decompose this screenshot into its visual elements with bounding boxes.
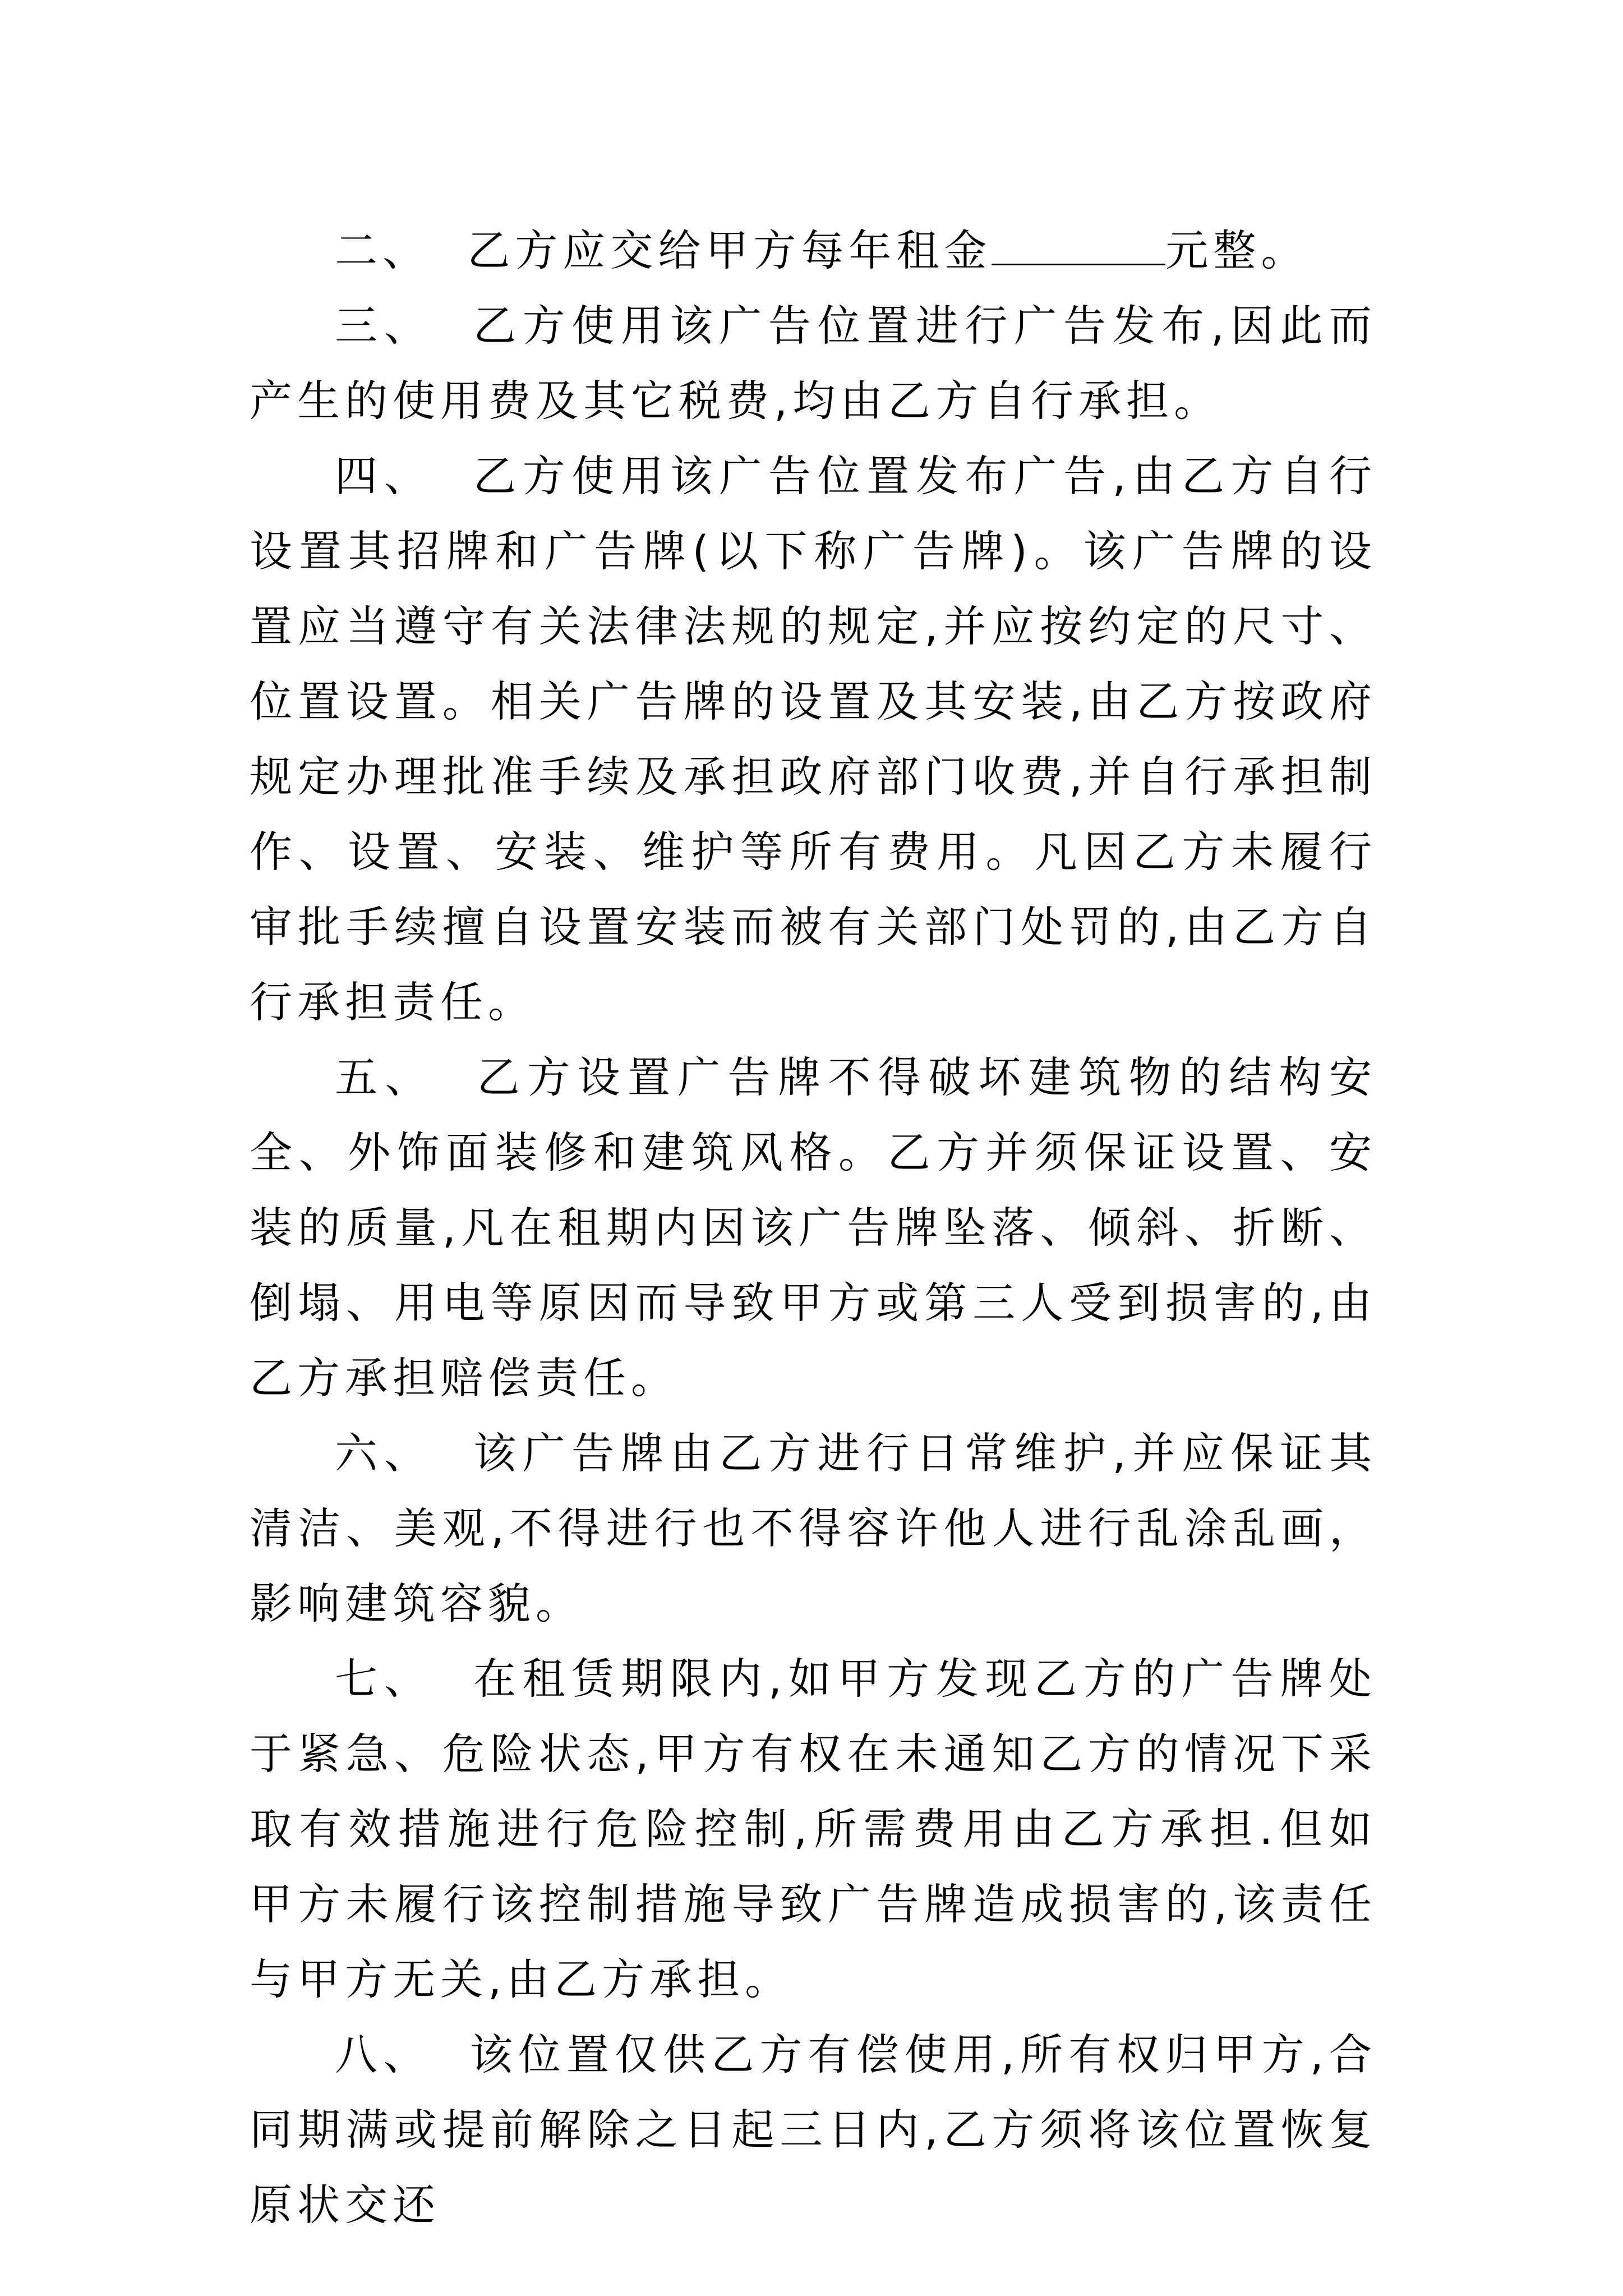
clause-5-text: 乙方设置广告牌不得破坏建筑物的结构安全、外饰面装修和建筑风格。乙方并须保证设置、安装的质量,凡在租期内因该广告牌坠落、倾斜、折断、倒塌、用电等原因而导致甲方或第三人受到损害的,由乙方承担赔偿责任。 bbox=[250, 1052, 1377, 1403]
clause-4 bbox=[250, 439, 1377, 1040]
clause-8 bbox=[250, 2017, 1377, 2243]
clause-7 bbox=[250, 1641, 1377, 2017]
clause-5-number: 五、 bbox=[335, 1052, 435, 1102]
clause-3 bbox=[250, 288, 1377, 439]
clause-2-number: 二、 bbox=[335, 226, 430, 275]
document-page bbox=[250, 213, 1377, 2243]
clause-4-number: 四、 bbox=[335, 451, 434, 501]
clause-7-text: 在租赁期限内,如甲方发现乙方的广告牌处于紧急、危险状态,甲方有权在未通知乙方的情况下采取有效措施进行危险控制,所需费用由乙方承担.但如甲方未履行该控制措施导致广告牌造成损害的,该责任与甲方无关,由乙方承担。 bbox=[250, 1654, 1377, 2004]
clause-6-text: 该广告牌由乙方进行日常维护,并应保证其清洁、美观,不得进行也不得容许他人进行乱涂乱画，影响建筑容貌。 bbox=[250, 1428, 1377, 1628]
clause-3-number: 三、 bbox=[335, 301, 434, 351]
clause-2 bbox=[250, 213, 1377, 288]
clause-3-text: 乙方使用该广告位置进行广告发布,因此而产生的使用费及其它税费,均由乙方自行承担。 bbox=[250, 301, 1377, 426]
clause-7-number: 七、 bbox=[335, 1654, 434, 1704]
clause-2-text-after: 元整。 bbox=[1165, 226, 1309, 275]
clause-6 bbox=[250, 1416, 1377, 1641]
rent-amount-blank bbox=[992, 230, 1165, 265]
clause-6-number: 六、 bbox=[335, 1428, 434, 1478]
clause-5 bbox=[250, 1040, 1377, 1416]
clause-8-number: 八、 bbox=[335, 2030, 432, 2079]
clause-4-text: 乙方使用该广告位置发布广告,由乙方自行设置其招牌和广告牌(以下称广告牌)。该广告牌的设置应当遵守有关法律法规的规定,并应按约定的尺寸、位置设置。相关广告牌的设置及其安装,由乙方按政府规定办理批准手续及承担政府部门收费,并自行承担制作、设置、安装、维护等所有费用。凡因乙方未履行审批手续擅自设置安装而被有关部门处罚的,由乙方自行承担责任。 bbox=[250, 451, 1377, 1027]
clause-8-text: 该位置仅供乙方有偿使用,所有权归甲方,合同期满或提前解除之日起三日内,乙方须将该位置恢复原状交还 bbox=[250, 2030, 1377, 2230]
clause-2-text-before: 乙方应交给甲方每年租金 bbox=[467, 226, 992, 275]
